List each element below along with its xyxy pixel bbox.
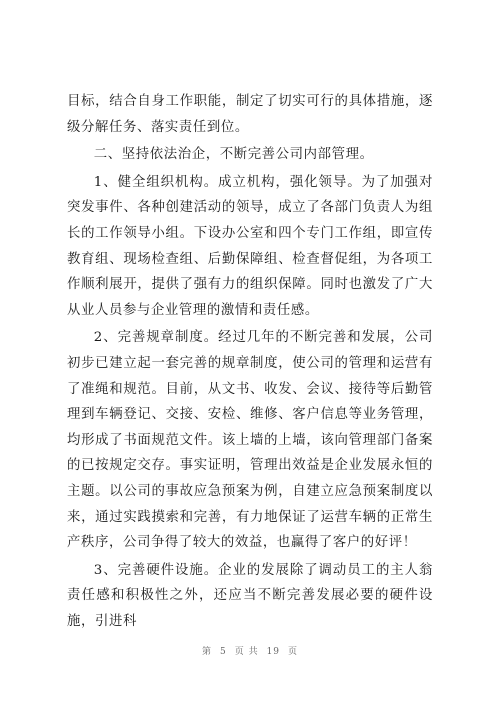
footer-middle: 页 共 xyxy=(234,647,259,657)
paragraph-continuation: 目标，结合自身工作职能，制定了切实可行的具体措施，逐级分解任务、落实责任到位。 xyxy=(67,94,433,135)
footer-page-number: 5 xyxy=(219,647,227,657)
paragraph-regulations: 2、完善规章制度。经过几年的不断完善和发展，公司初步已建立起一套完善的规章制度，使公司的管理和运营有了准绳和规范。目前，从文书、收发、会议、接待等后勤管理到车辆登记、交接、安检、维修、客户信息等业务管理，均形成了书面规范文件。该上墙的上墙，该向管理部门备案的已按规定交存。事实证明，管理出效益是企业发展永恒的主题。以公司的事故应急预案为例，自建立应急预案制度以来，通过实践摸索和完善，有力地保证了运营车辆的正常生产秩序，公司争得了较大的效益，也赢得了客户的好评！ xyxy=(67,330,433,551)
page-footer xyxy=(0,644,500,657)
footer-prefix: 第 xyxy=(201,647,212,657)
paragraph-hardware: 3、完善硬件设施。企业的发展除了调动员工的主人翁责任感和积极性之外，还应当不断完善发展必要的硬件设施，引进科 xyxy=(67,562,433,629)
section-heading: 二、坚持依法治企，不断完善公司内部管理。 xyxy=(93,147,374,163)
document-body xyxy=(67,89,433,636)
footer-suffix: 页 xyxy=(288,647,299,657)
paragraph-organization: 1、健全组织机构。成立机构，强化领导。为了加强对突发事件、各种创建活动的领导，成立了各部门负责人为组长的工作领导小组。下设办公室和四个专门工作组，即宣传教育组、现场检查组、后勤保障组、检查督促组，为各项工作顺利展开，提供了强有力的组织保障。同时也激发了广大从业人员参与企业管理的激情和责任感。 xyxy=(67,174,433,318)
footer-total-pages: 19 xyxy=(266,647,281,657)
